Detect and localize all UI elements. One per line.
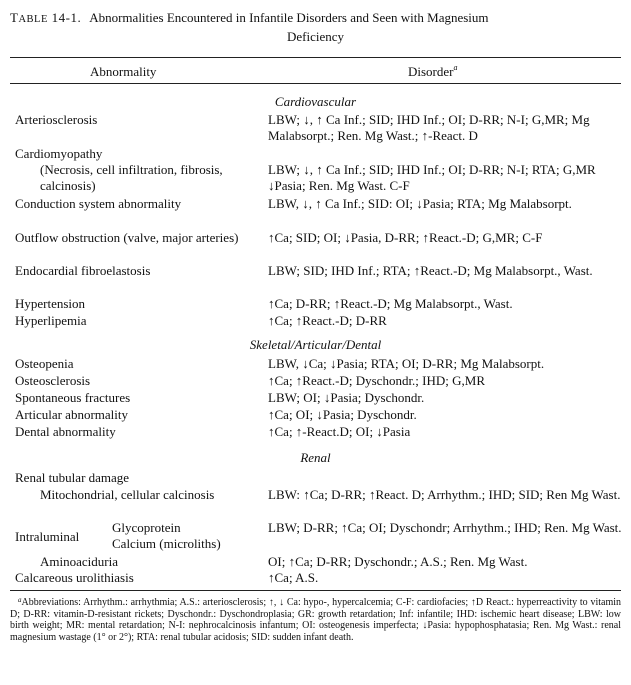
row-sublabel: Calcium (microliths) (112, 536, 221, 551)
row-disorder: OI; ↑Ca; D-RR; Dyschondr.; A.S.; Ren. Mg Wast. (268, 554, 528, 569)
section-cardiovascular: Cardiovascular (274, 94, 357, 109)
row-disorder: LBW, ↓, ↑ Ca Inf.; SID: OI; ↓Pasia; RTA; Mg Malabsorpt. (268, 196, 572, 211)
row-disorder: ↑Ca; D-RR; ↑React.-D; Mg Malabsorpt., Wast. (268, 296, 513, 311)
row-label: Hypertension (15, 296, 86, 311)
row-label: Aminoaciduria (40, 554, 118, 569)
row-label: Outflow obstruction (valve, major arteries) (15, 230, 239, 245)
header-rule (10, 83, 621, 84)
top-rule (10, 57, 621, 58)
table-title-line1: Abnormalities Encountered in Infantile Disorders and Seen with Magnesium (89, 10, 489, 25)
row-label: Osteopenia (15, 356, 74, 371)
row-disorder: ↑Ca; OI; ↓Pasia; Dyschondr. (268, 407, 417, 422)
row-label: Dental abnormality (15, 424, 116, 439)
row-disorder: LBW; SID; IHD Inf.; RTA; ↑React.-D; Mg Malabsorpt., Wast. (268, 263, 593, 278)
row-label: Renal tubular damage (15, 470, 130, 485)
row-disorder: ↑Ca; A.S. (268, 570, 319, 585)
row-label: Calcareous urolithiasis (15, 570, 134, 585)
column-header-disorder: Disorder$^a$ (408, 63, 458, 79)
row-disorder: ↑Ca; ↑-React.D; OI; ↓Pasia (268, 424, 411, 439)
row-label: Hyperlipemia (15, 313, 87, 328)
table-caption (10, 10, 621, 44)
footnote-text: Abbreviations: Arrhythm.: arrhythmia; A.S.: arteriosclerosis; ↑, ↓ Ca: hypo-, hypercalcemia; C-F: cardiofacies; ↑D React.: hyperreactivity to vitamin D; D-RR: vitamin-D-resistant rickets; Dyschondr.: Dyschondroplasia; GR: growth retardation; Inf: infantile; IHD: ischemic heart disease; LBW: low birth weight; MR: mental retardation; N-I: nephrocalcinosis infantum; OI: osteogenesis imperfecta; ↓Pasia: hypophosphatasia; Ren. Mg Wast.: renal magnesium wastage (1° or 2°); RTA: renal tubular acidosis; SID: sudden infant death. (10, 597, 621, 643)
row-disorder: LBW; ↓, ↑ Ca Inf.; SID; IHD Inf.; OI; D-RR; N-I; G,MR; Mg Malabsorpt.; Ren. Mg Wast.; ↑-React. D (268, 112, 590, 143)
row-label: Osteosclerosis (15, 373, 91, 388)
column-header-abnormality: Abnormality (90, 64, 157, 79)
row-disorder: ↑Ca; ↑React.-D; D-RR (268, 313, 387, 328)
footnote-marker: a (18, 596, 22, 604)
row-disorder: LBW; D-RR; ↑Ca; OI; Dyschondr; Arrhythm.; IHD; Ren. Mg Wast. (268, 520, 622, 535)
row-label: Articular abnormality (15, 407, 128, 422)
row-sublabel: Glycoprotein (112, 520, 181, 535)
row-disorder: ↑Ca; SID; OI; ↓Pasia, D-RR; ↑React.-D; G,MR; C-F (268, 230, 543, 245)
row-label: Mitochondrial, cellular calcinosis (40, 487, 215, 502)
row-disorder: LBW: ↑Ca; D-RR; ↑React. D; Arrhythm.; IHD; SID; Ren Mg Wast. (268, 487, 621, 502)
table-title-line2: Deficiency (286, 28, 345, 44)
row-label: Cardiomyopathy (15, 146, 103, 161)
section-renal: Renal (300, 450, 331, 465)
section-skeletal: Skeletal/Articular/Dental (249, 337, 382, 352)
row-disorder: LBW; OI; ↓Pasia; Dyschondr. (268, 390, 425, 405)
bottom-rule (10, 590, 621, 591)
row-label: Endocardial fibroelastosis (15, 263, 151, 278)
row-sublabel: (Necrosis, cell infiltration, fibrosis, calcinosis) (40, 162, 223, 193)
row-label: Conduction system abnormality (15, 196, 182, 211)
row-label-intraluminal: Intraluminal (15, 529, 80, 544)
row-disorder: ↑Ca; ↑React.-D; Dyschondr.; IHD; G,MR (268, 373, 486, 388)
row-disorder: LBW, ↓Ca; ↓Pasia; RTA; OI; D-RR; Mg Malabsorpt. (268, 356, 545, 371)
row-disorder: LBW; ↓, ↑ Ca Inf.; SID; IHD Inf.; OI; D-RR; N-I; RTA; G,MR ↓Pasia; Ren. Mg Wast. C-F (268, 162, 596, 193)
row-label: Spontaneous fractures (15, 390, 131, 405)
footnote (10, 597, 621, 643)
table-number: TABLE 14-1. (10, 10, 82, 25)
row-label: Arteriosclerosis (15, 112, 98, 127)
